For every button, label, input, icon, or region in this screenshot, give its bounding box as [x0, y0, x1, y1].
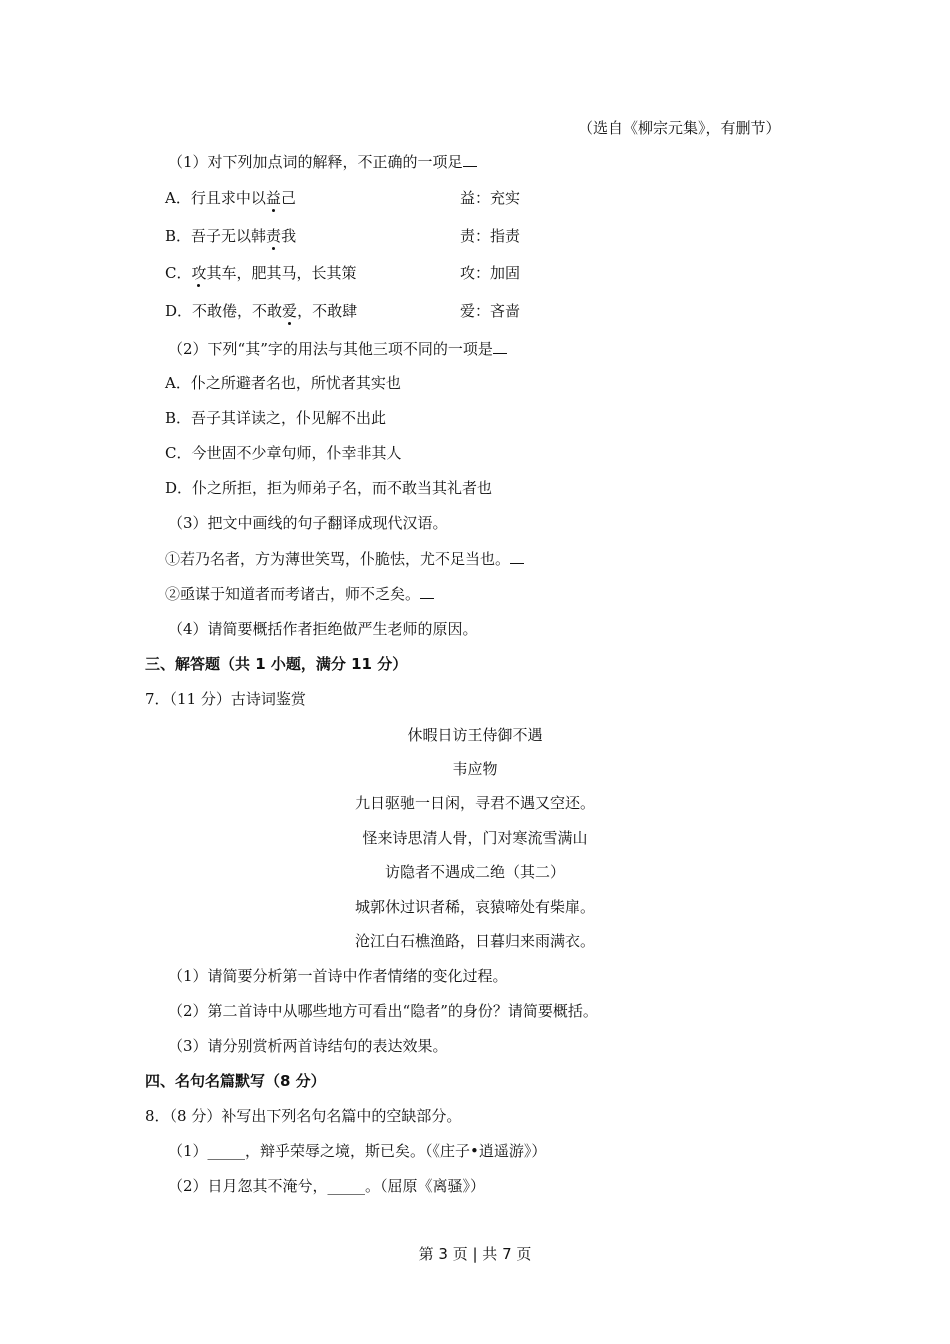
poem-line: 沧江白石樵渔路，日暮归来雨满衣。	[354, 932, 595, 950]
option-label: A．	[165, 189, 191, 207]
option-text: 其车，肥其马，长其策	[206, 264, 357, 282]
sentence-text: ②亟谋于知道者而考诸古，师不乏矣。	[165, 585, 421, 603]
question-4: （4）请简要概括作者拒绝做严生老师的原因。	[168, 620, 478, 638]
answer-blank[interactable]: _____	[207, 1142, 246, 1160]
section-3-heading: 三、解答题（共 1 小题，满分 11 分）	[145, 655, 408, 673]
option-label: C．	[165, 264, 192, 282]
translation-item-2	[165, 584, 434, 604]
q2-option-c[interactable]: C．今世固不少章句师，仆幸非其人	[165, 444, 402, 462]
q2-option-b[interactable]: B．吾子其详读之，仆见解不出此	[165, 409, 387, 427]
option-b[interactable]	[165, 226, 765, 246]
option-text: ，不敢肆	[297, 302, 358, 320]
option-text: 己	[280, 189, 296, 207]
option-text: 不敢倦，不敢	[192, 302, 283, 320]
answer-blank[interactable]	[463, 152, 477, 167]
option-text: 行且求中以	[190, 189, 266, 207]
poem-line: 九日驱驰一日闲，寻君不遇又空还。	[354, 794, 595, 812]
q2-option-d[interactable]: D．仆之所拒，拒为师弟子名，而不敢当其礼者也	[165, 479, 493, 497]
option-explanation: 责：指责	[460, 227, 521, 245]
dotted-word: 爱	[282, 302, 298, 320]
poem-line: 城郭休过识者稀，哀猿啼处有柴扉。	[354, 898, 595, 916]
question-7-stem: 7．（11 分）古诗词鉴赏	[145, 690, 306, 708]
option-text: 我	[281, 227, 297, 245]
question-text: （1）对下列加点词的解释，不正确的一项足	[168, 153, 463, 171]
poem-2-title: 访隐者不遇成二绝（其二）	[384, 863, 565, 881]
translation-item-1	[165, 549, 524, 569]
question-8-stem: 8．（8 分）补写出下列名句名篇中的空缺部分。	[145, 1107, 462, 1125]
question-3-stem: （3）把文中画线的句子翻译成现代汉语。	[168, 514, 448, 532]
option-label: D．	[165, 302, 193, 320]
question-2-stem	[168, 339, 507, 359]
option-text: 吾子无以韩	[191, 227, 267, 245]
section-4-heading: 四、名句名篇默写（8 分）	[145, 1072, 326, 1090]
poem-author: 韦应物	[452, 760, 498, 778]
answer-blank[interactable]: _____	[327, 1177, 366, 1195]
dotted-word: 责	[266, 227, 282, 245]
fill-text: （1）	[168, 1142, 208, 1160]
option-d[interactable]	[165, 301, 765, 321]
q2-option-a[interactable]: A．仆之所避者名也，所忧者其实也	[165, 374, 401, 392]
option-c[interactable]	[165, 263, 765, 283]
answer-blank[interactable]	[510, 549, 524, 564]
option-label: B．	[165, 227, 192, 245]
option-explanation: 攻：加固	[460, 264, 521, 282]
dotted-word: 益	[265, 189, 281, 207]
answer-blank[interactable]	[420, 584, 434, 599]
fill-text: 。（屈原《离骚》）	[365, 1177, 486, 1195]
question-7-3: （3）请分别赏析两首诗结句的表达效果。	[168, 1037, 448, 1055]
poem-1-title: 休暇日访王侍御不遇	[407, 726, 543, 744]
question-1-stem	[168, 152, 477, 172]
poem-line: 怪来诗思清人骨，门对寒流雪满山	[362, 829, 588, 847]
fill-item-1	[168, 1141, 546, 1161]
fill-item-2	[168, 1176, 485, 1196]
fill-text: （2）日月忽其不淹兮，	[168, 1177, 328, 1195]
option-explanation: 爱：吝啬	[460, 302, 521, 320]
option-explanation: 益：充实	[460, 189, 521, 207]
source-note: （选自《柳宗元集》，有删节）	[578, 119, 781, 137]
sentence-text: ①若乃名者，方为薄世笑骂，仆脆怯，尤不足当也。	[165, 550, 511, 568]
question-7-2: （2）第二首诗中从哪些地方可看出“隐者”的身份？请简要概括。	[168, 1002, 598, 1020]
fill-text: ，辩乎荣辱之境，斯已矣。（《庄子•逍遥游》）	[245, 1142, 547, 1160]
question-text: （2）下列“其”字的用法与其他三项不同的一项是	[168, 340, 493, 358]
dotted-word: 攻	[191, 264, 207, 282]
question-7-1: （1）请简要分析第一首诗中作者情绪的变化过程。	[168, 967, 508, 985]
answer-blank[interactable]	[493, 339, 507, 354]
page-footer: 第 3 页 | 共 7 页	[418, 1245, 532, 1263]
option-a[interactable]	[165, 188, 765, 208]
